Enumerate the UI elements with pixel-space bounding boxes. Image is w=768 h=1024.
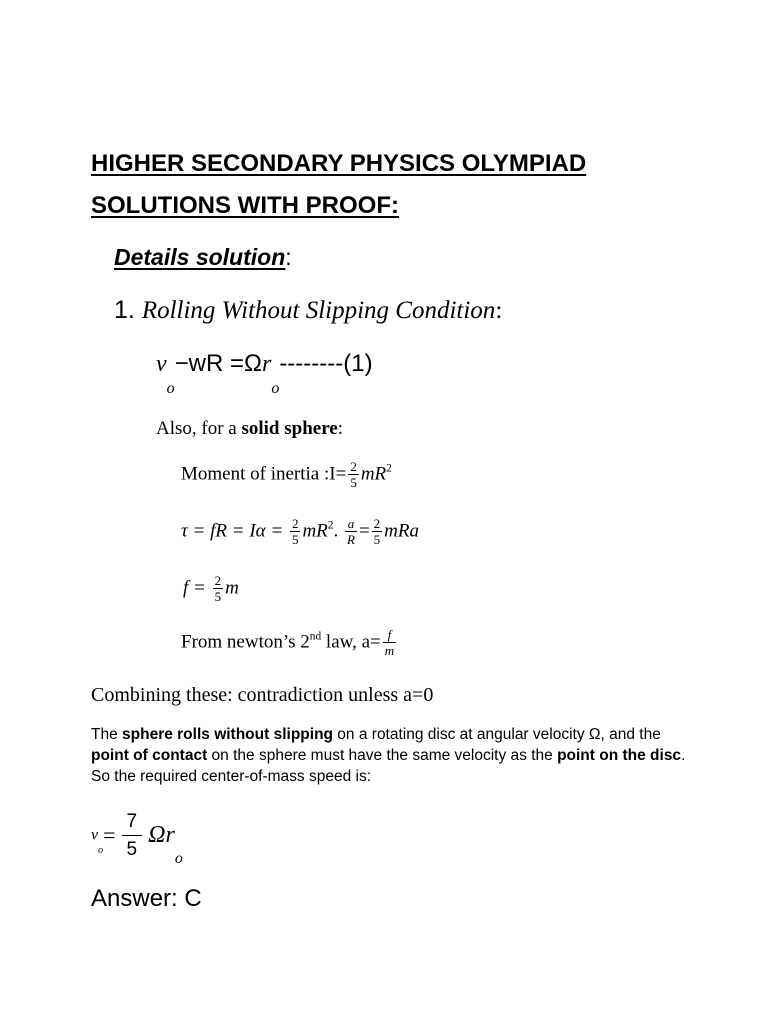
tau-frac-2: [345, 517, 357, 546]
para-text-1: The: [91, 726, 123, 743]
final-frac-den: 5: [126, 839, 138, 860]
step-number: 1.: [114, 296, 135, 324]
eq1-r-sub: o: [271, 380, 280, 397]
final-equation: [91, 811, 183, 868]
newton-law-line: [181, 628, 398, 657]
eq1-v: v: [156, 351, 167, 377]
tau-frac-3: [372, 517, 383, 546]
torque-equation: [181, 517, 419, 546]
para-bold-2: point of contact: [91, 747, 208, 764]
step-colon: :: [495, 297, 503, 324]
newton-sup: nd: [309, 630, 322, 643]
also-bold: solid sphere: [241, 418, 338, 439]
force-frac-num: 2: [214, 573, 222, 588]
equation-1: [156, 350, 373, 397]
details-colon: :: [285, 244, 292, 270]
explanation-paragraph: [91, 724, 691, 787]
moment-mR: mR: [360, 463, 387, 485]
final-frac-num: 7: [122, 812, 143, 836]
tau-frac-3-den: 5: [373, 532, 381, 547]
eq1-middle: −wR =Ω: [174, 350, 262, 377]
newton-frac-den: m: [384, 643, 395, 658]
para-bold-1: sphere rolls without slipping: [122, 726, 333, 743]
tau-exponent: 2: [327, 519, 334, 532]
also-suffix: :: [337, 418, 344, 439]
moment-of-inertia-line: [181, 460, 392, 489]
para-text-2: on a rotating disc at angular velocity Ω, and the: [333, 726, 661, 743]
para-text-4: . So the required center-of-mass speed is:: [91, 747, 686, 785]
final-equals: =: [103, 822, 116, 848]
newton-frac-num: f: [383, 628, 396, 643]
details-solution-label: [114, 244, 292, 271]
tau-frac-2-den: R: [346, 532, 355, 547]
final-fraction: [122, 812, 143, 859]
tau-mRa: mRa: [384, 520, 419, 542]
tau-frac-1-num: 2: [291, 516, 299, 531]
tau-frac-1: [290, 517, 301, 546]
final-omega-r: Ωr: [148, 822, 175, 848]
moment-frac-den: 5: [350, 475, 357, 490]
moment-frac-num: 2: [350, 459, 357, 474]
force-m: m: [225, 577, 239, 599]
moment-fraction: [348, 460, 359, 489]
answer: Answer: C: [91, 885, 202, 912]
force-equation: [183, 574, 239, 603]
moment-label: Moment of inertia :I=: [181, 463, 347, 485]
combining-line: Combining these: contradiction unless a=0: [91, 684, 434, 706]
eq1-tag: --------(1): [279, 350, 373, 377]
moment-exponent: 2: [386, 462, 392, 475]
step-title-text: Rolling Without Slipping Condition: [141, 297, 496, 324]
tau-lhs: τ = fR = Iα =: [181, 520, 288, 542]
eq1-v-sub: o: [166, 380, 175, 397]
final-v: v: [91, 826, 99, 844]
tau-frac-1-den: 5: [291, 532, 299, 547]
tau-dot: .: [333, 520, 343, 542]
tau-mR: mR: [302, 520, 328, 542]
step-1-title: [114, 296, 502, 325]
tau-equals: =: [358, 520, 370, 542]
final-v-sub: o: [98, 845, 104, 857]
newton-prefix: From newton’s 2: [181, 631, 310, 653]
tau-frac-3-num: 2: [373, 516, 381, 531]
also-prefix: Also, for a: [156, 418, 242, 439]
eq1-r: r: [261, 351, 272, 377]
para-text-3: on the sphere must have the same velocity as the: [207, 747, 558, 764]
force-frac-den: 5: [214, 589, 222, 604]
heading-line-2: SOLUTIONS WITH PROOF:: [91, 192, 399, 219]
newton-frac: [383, 628, 396, 657]
also-line: [156, 418, 343, 440]
force-lhs: f =: [183, 577, 211, 599]
newton-suffix: law, a=: [321, 631, 381, 653]
heading-line-1: HIGHER SECONDARY PHYSICS OLYMPIAD: [91, 150, 587, 177]
tau-frac-2-num: a: [345, 517, 357, 532]
force-frac: [213, 574, 224, 603]
details-solution-text: Details solution: [114, 244, 286, 270]
final-r-sub: o: [174, 850, 183, 868]
para-bold-3: point on the disc: [557, 747, 682, 764]
